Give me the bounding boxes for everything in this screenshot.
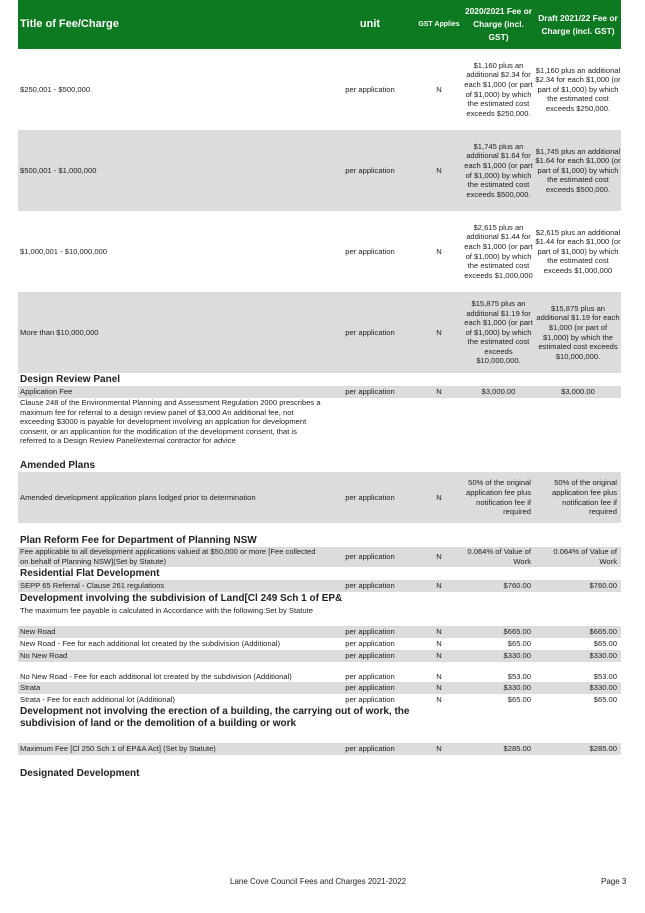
row-title: SEPP 65 Referral - Clause 261 regulations — [18, 580, 324, 592]
section-heading — [18, 592, 621, 606]
row-gst: N — [436, 84, 442, 94]
row-unit: per application — [345, 84, 395, 94]
row-gst: N — [416, 682, 462, 694]
row-title: $250,001 - $500,000 — [20, 84, 91, 94]
row-fee-2021: $760.00 — [462, 580, 535, 592]
row-unit: per application — [324, 386, 416, 398]
row-title: New Road - Fee for each additional lot created by the subdivision (Additional) — [20, 639, 281, 649]
table-row — [18, 49, 621, 130]
table-row — [18, 580, 621, 592]
section-heading — [18, 767, 621, 781]
row-fee-2122: 50% of the original application fee plus notification fee if required — [535, 472, 621, 523]
heading-design-review: Design Review Panel — [20, 373, 121, 385]
row-fee-2021: $65.00 — [507, 695, 531, 705]
row-unit: per application — [324, 292, 416, 373]
table-row — [18, 682, 621, 694]
row-fee-2021: $1,745 plus an additional $1.64 for each $1,000 (or part of $1,000) by which the estimated cost exceeds $500,000. — [462, 130, 535, 211]
row-gst: N — [416, 650, 462, 662]
table-row — [18, 547, 621, 567]
row-fee-2021: 50% of the original application fee plus notification fee if required — [462, 472, 535, 523]
table-row — [18, 211, 621, 292]
row-unit: per application — [324, 626, 416, 638]
row-fee-2122: 0.064% of Value of Work — [535, 547, 621, 567]
fees-page — [18, 0, 621, 781]
table-row — [18, 472, 621, 523]
row-fee-2122: $53.00 — [593, 672, 617, 682]
row-unit: per application — [324, 472, 416, 523]
row-unit: per application — [324, 580, 416, 592]
heading-not-involving: Development not involving the erection of a building, the carrying out of work, the subdivision of land or the demolition of a building or work — [20, 706, 410, 729]
table-row — [18, 386, 621, 398]
note-row — [18, 606, 621, 626]
table-row — [18, 743, 621, 755]
row-gst: N — [416, 386, 462, 398]
row-fee-2122: $665.00 — [535, 626, 621, 638]
row-title: Maximum Fee [Cl 250 Sch 1 of EP&A Act] (Set by Statute) — [18, 743, 324, 755]
row-unit: per application — [324, 547, 416, 567]
row-gst: N — [416, 743, 462, 755]
row-gst: N — [416, 626, 462, 638]
table-header — [18, 0, 621, 49]
header-fee-2122: Draft 2021/22 Fee or Charge (incl. GST) — [535, 0, 621, 49]
row-fee-2021: $2,615 plus an additional $1.44 for each $1,000 (or part of $1,000) by which the estimated cost exceeds $1,000,000 — [464, 222, 533, 280]
row-fee-2021: $330.00 — [462, 682, 535, 694]
row-unit: per application — [345, 695, 395, 705]
heading-residential-flat: Residential Flat Development — [20, 567, 160, 579]
row-fee-2021: $330.00 — [462, 650, 535, 662]
row-gst: N — [436, 672, 442, 682]
row-title: Strata — [18, 682, 324, 694]
section-heading — [18, 534, 621, 547]
row-unit: per application — [345, 672, 395, 682]
table-row — [18, 650, 621, 662]
fees-table — [18, 0, 621, 781]
row-fee-2021: 0.064% of Value of Work — [462, 547, 535, 567]
row-fee-2122: $1,745 plus an additional $1.64 for each $1,000 (or part of $1,000) by which the estimated cost exceeds $500,000. — [535, 130, 621, 211]
row-gst: N — [436, 639, 442, 649]
row-unit: per application — [324, 130, 416, 211]
row-fee-2122: $760.00 — [535, 580, 621, 592]
row-gst: N — [416, 472, 462, 523]
row-title: $500,001 - $1,000,000 — [18, 130, 324, 211]
row-fee-2021: $65.00 — [507, 639, 531, 649]
row-fee-2021: $285.00 — [462, 743, 535, 755]
row-fee-2122: $1,160 plus an additional $2.34 for each $1,000 (or part of $1,000) by which the estimated cost exceeds $250,000. — [535, 65, 621, 113]
table-row — [18, 694, 621, 706]
row-title: More than $10,000,000 — [18, 292, 324, 373]
table-row — [18, 130, 621, 211]
heading-subdivision: Development involving the subdivision of Land[Cl 249 Sch 1 of EP& — [20, 593, 343, 604]
row-fee-2021: $1,160 plus an additional $2.34 for each $1,000 (or part of $1,000) by which the estimated cost exceeds $250,000. — [464, 60, 533, 118]
section-heading — [18, 373, 621, 386]
note-row — [18, 398, 621, 459]
table-row — [18, 626, 621, 638]
row-title: Application Fee — [18, 386, 324, 398]
row-fee-2021: $3,000.00 — [462, 386, 535, 398]
row-fee-2122: $3,000.00 — [535, 386, 621, 398]
section-heading — [18, 706, 621, 743]
row-fee-2122: $330.00 — [535, 650, 621, 662]
footer-title: Lane Cove Council Fees and Charges 2021-2022 — [230, 877, 407, 886]
row-title: New Road — [18, 626, 324, 638]
row-fee-2122: $285.00 — [535, 743, 621, 755]
row-title: No New Road - Fee for each additional lot created by the subdivision (Additional) — [20, 672, 292, 682]
row-fee-2122: $65.00 — [593, 695, 617, 705]
row-gst: N — [416, 580, 462, 592]
row-title: Strata - Fee for each additional lot (Additional) — [20, 695, 175, 705]
row-fee-2122: $2,615 plus an additional $1.44 for each $1,000 (or part of $1,000) by which the estimated cost exceeds $1,000,000 — [535, 227, 621, 275]
row-fee-2122: $15,875 plus an additional $1.19 for each $1,000 (or part of $1,000) by which the estimated cost exceeds $10,000,000. — [535, 292, 621, 373]
row-title: Amended development application plans lodged prior to determination — [18, 472, 324, 523]
design-review-note: Clause 248 of the Environmental Planning and Assessment Regulation 2000 prescribes a maximum fee for referral to a design review panel of $3,000 An additional fee, not exceeding $3000 is payable for development involving an applcation for development consent, or an applicantion for the modification of the development consent, that is referred to a Design Review Panel/external contractor for advice — [20, 398, 321, 446]
row-title: $1,000,001 - $10,000,000 — [20, 246, 107, 256]
row-unit: per application — [324, 650, 416, 662]
header-title: Title of Fee/Charge — [18, 0, 324, 49]
table-row — [18, 662, 621, 682]
header-gst: GST Applies — [416, 0, 462, 49]
row-gst: N — [416, 547, 462, 567]
row-fee-2021: $15,875 plus an additional $1.19 for each $1,000 (or part of $1,000) by which the estimated cost exceeds $10,000,000. — [462, 292, 535, 373]
row-fee-2021: $665.00 — [462, 626, 535, 638]
table-row — [18, 292, 621, 373]
row-gst: N — [416, 292, 462, 373]
page-number: Page 3 — [601, 877, 627, 886]
row-fee-2021: $53.00 — [507, 672, 531, 682]
row-title: Fee applicable to all development applications valued at $50,000 or more [Fee collected on behalf of Planning NSW](Set by Statute) — [18, 547, 324, 567]
section-heading — [18, 567, 621, 580]
header-unit: unit — [324, 0, 416, 49]
row-title: No New Road — [18, 650, 324, 662]
row-unit: per application — [324, 743, 416, 755]
section-heading — [18, 459, 621, 472]
row-gst: N — [416, 130, 462, 211]
heading-amended-plans: Amended Plans — [20, 459, 96, 471]
row-fee-2122: $330.00 — [535, 682, 621, 694]
row-unit: per application — [345, 639, 395, 649]
row-gst: N — [436, 246, 442, 256]
table-row — [18, 638, 621, 650]
row-unit: per application — [324, 682, 416, 694]
header-fee-2021: 2020/2021 Fee or Charge (incl. GST) — [462, 0, 535, 49]
heading-designated: Designated Development — [20, 768, 140, 779]
row-fee-2122: $65.00 — [593, 639, 617, 649]
subdivision-note: The maximum fee payable is calculated in Accordance with the following:Set by Statute — [20, 606, 313, 615]
row-gst: N — [436, 695, 442, 705]
heading-plan-reform: Plan Reform Fee for Department of Planning NSW — [20, 534, 257, 546]
row-unit: per application — [345, 246, 395, 256]
